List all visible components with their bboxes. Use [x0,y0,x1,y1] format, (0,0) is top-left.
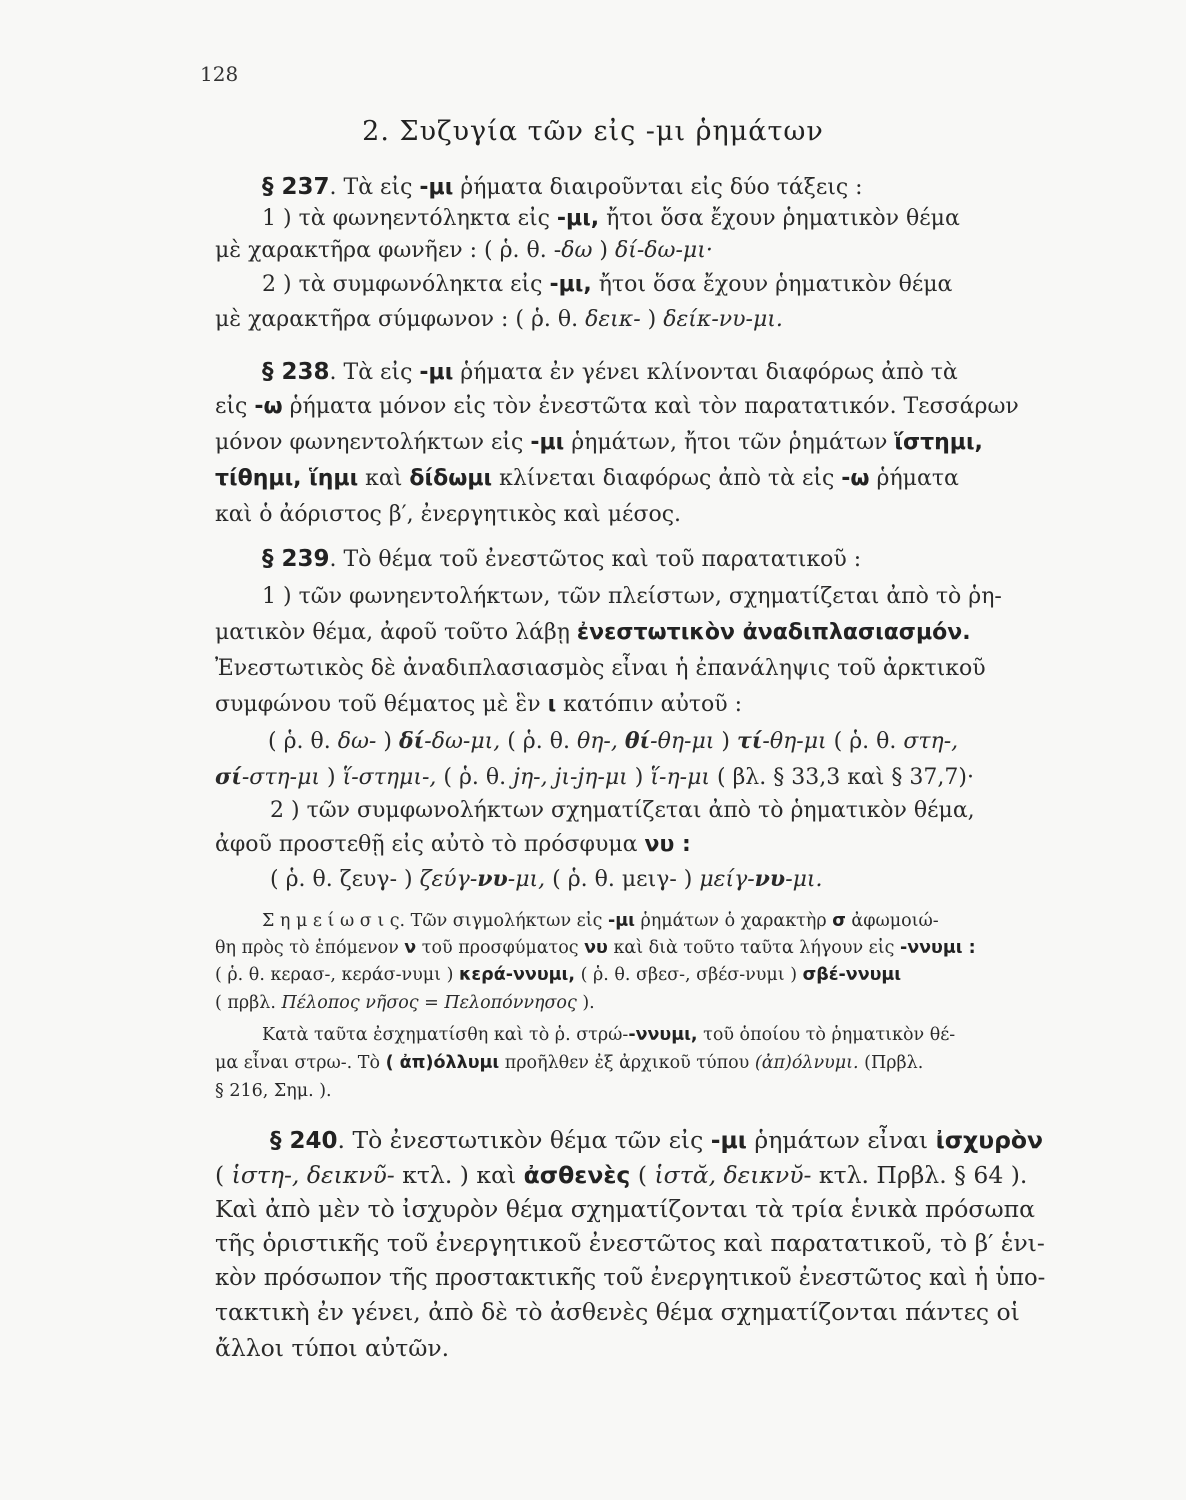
text-run: κτλ. Πρβλ. § 64 ). [811,1161,1028,1189]
text-run: ἀφοῦ προστεθῇ εἰς αὐτὸ τὸ πρόσφυμα [215,832,645,857]
text-run: ἀφωμοιώ- [845,911,939,931]
text-line-l6 [262,357,958,388]
text-run: (ἀπ)όλνυμι. [754,1053,859,1073]
text-run: ( ῥ. θ. κερασ-, κεράσ-νυμι ) [215,965,459,985]
text-run: ( ῥ. θ. ζευγ- ) [270,867,420,892]
text-run: ) [376,729,399,754]
text-run: § 238 [262,359,330,385]
text-run: τοῦ ὁποίου τὸ ῥηματικὸν θέ- [697,1025,956,1045]
text-run: καὶ διὰ τοῦτο ταῦτα λήγουν εἰς [607,938,900,958]
text-line-l22 [215,935,976,961]
text-run: -στη-μι [241,765,321,790]
text-line-l19 [215,830,691,860]
text-run: 1 ) τὰ φωνηεντόληκτα εἰς [262,206,557,231]
text-run: ἤτοι ὅσα ἔχουν ῥηματικὸν θέμα [599,206,960,231]
text-run: 1 ) τῶν φωνηεντολήκτων, τῶν πλείστων, σχηματίζεται ἀπὸ τὸ ῥη- [262,584,1002,609]
text-line-l34 [215,1333,449,1363]
text-run: ἵστημι, [894,430,983,455]
text-run: ματικὸν θέμα, ἀφοῦ τοῦτο λάβῃ [215,620,577,645]
text-run: -μι [530,430,565,455]
text-run: -μι. [785,867,823,892]
text-run: . Τὰ εἰς [329,175,420,200]
text-run [618,729,625,754]
text-run: ῥήματα ἐν γένει κλίνονται διαφόρως ἀπὸ τὰ [453,360,958,385]
text-run: ῥήματα μόνον εἰς τὸν ἐνεστῶτα καὶ τὸν παρατατικόν. Τεσσάρων [282,394,1019,419]
text-run: Σ η μ ε ί ω σ ι ς. Τῶν σιγμολήκτων εἰς [262,911,608,931]
text-run: ( ῥ. θ. σβεσ-, σβέσ-νυμι ) [575,965,803,985]
text-run: ἱστᾰ, δεικνῠ- [654,1161,812,1189]
text-run: -μι, [556,206,600,231]
text-run: ) [592,238,615,263]
text-run: § 216, Σημ. ). [215,1081,332,1101]
text-run: ἰσχυρὸν [935,1126,1044,1154]
text-run: § 237 [262,174,330,200]
text-run: δί-δω-μι· [614,238,713,263]
text-run: ( πρβλ. [215,993,282,1013]
text-line-l27 [215,1078,332,1104]
text-run: δεικ- [585,307,641,332]
text-run: νυ : [644,832,691,857]
text-line-l8 [215,428,983,458]
text-run: δί [398,728,425,754]
text-run: θη πρὸς τὸ ἑπόμενον [215,938,405,958]
text-line-l4 [262,270,952,300]
text-run: μα εἶναι στρω-. Τὸ [215,1053,386,1073]
text-run: κτλ. ) καὶ [394,1161,524,1189]
text-run: ῥήματα διαιροῦνται εἰς δύο τάξεις : [453,175,863,200]
text-line-l12 [262,582,1002,612]
text-run: Πέλοπος νῆσος = Πελοπόννησος [281,993,577,1013]
text-run: κὸν πρόσωπον τῆς προστακτικῆς τοῦ ἐνεργητικοῦ ἐνεστῶτος καὶ ἡ ὑπο- [215,1263,1046,1291]
text-line-l24 [215,990,595,1016]
text-run: -μι, [549,272,592,297]
text-run: ἵ-η-μι [650,765,710,790]
text-run: Κατὰ ταῦτα ἐσχηματίσθη καὶ τὸ ῥ. στρώ- [262,1025,629,1045]
text-run: ῥημάτων εἶναι [746,1126,936,1154]
text-line-l23 [215,962,901,988]
text-run: τακτικὴ ἐν γένει, ἀπὸ δὲ τὸ ἀσθενὲς θέμα σχηματίζονται πάντες οἱ [215,1298,1020,1326]
text-run: τῆς ὁριστικῆς τοῦ ἐνεργητικοῦ ἐνεστῶτος καὶ παρατατικοῦ, τὸ β′ ἑνι- [215,1229,1045,1257]
text-run: κατόπιν αὐτοῦ : [556,692,743,717]
text-run: ) [627,765,651,790]
text-line-l18 [270,796,975,826]
text-run: σί [215,764,242,790]
text-run: δείκ-νυ-μι. [663,307,783,332]
text-run: δω [561,238,593,263]
text-run: 2 ) τὰ συμφωνόληκτα εἰς [262,272,550,297]
text-line-l5 [215,305,783,335]
text-run: -ω [254,394,283,419]
text-run: . Τὸ θέμα τοῦ ἐνεστῶτος καὶ τοῦ παρατατικοῦ : [329,547,862,572]
text-line-l10 [215,500,681,530]
text-run: συμφώνου τοῦ θέματος μὲ ἓν [215,692,548,717]
text-run: ῥημάτων ὁ χαρακτὴρ [634,911,833,931]
text-run: § 239 [262,546,330,572]
text-run: μὲ χαρακτῆρα σύμφωνον : ( ῥ. θ. [215,307,586,332]
text-line-l1 [262,172,863,203]
text-line-l9 [215,464,959,494]
text-line-l11 [262,544,861,575]
text-run: ) [320,765,343,790]
text-run: νυ [754,866,786,892]
text-run: ι [547,692,557,717]
text-run: -ννυμι : [899,938,976,958]
text-run: στη-, [903,729,959,754]
text-run: ( βλ. § 33,3 καὶ § 37,7)· [710,765,974,790]
text-run: . Τὸ ἐνεστωτικὸν θέμα τῶν εἰς [337,1126,711,1154]
text-run: προῆλθεν ἐξ ἀρχικοῦ τύπου [499,1053,755,1073]
text-run: jη-, jι-jη-μι [513,765,628,790]
text-run: νυ [584,938,608,958]
text-run: -μι [607,911,635,931]
text-line-l29 [215,1160,1027,1190]
chapter-title: 2. Συζυγία τῶν εἰς -μι ῥημάτων [362,116,824,147]
text-line-l30 [215,1194,1035,1224]
text-run: ζεύγ- [419,867,478,892]
text-run: ἀσθενὲς [523,1161,631,1189]
text-run: τί [736,728,763,754]
text-run: ) [640,307,664,332]
text-run: -θη-μι [762,729,827,754]
text-line-l2 [262,204,960,234]
text-run: δω- [337,729,377,754]
text-run: τοῦ προσφύματος [416,938,585,958]
page-number: 128 [200,62,239,86]
text-run: Καὶ ἀπὸ μὲν τὸ ἰσχυρὸν θέμα σχηματίζονται τὰ τρία ἑνικὰ πρόσωπα [215,1195,1035,1223]
text-run: ( ῥ. θ. [268,729,338,754]
text-line-l21 [262,908,939,934]
text-run: . Τὰ εἰς [329,360,420,385]
text-line-l28 [270,1125,1043,1156]
text-run: μόνον φωνηεντολήκτων εἰς [215,430,531,455]
text-run: -μι, [507,867,546,892]
text-run: σβέ-ννυμι [802,965,902,985]
text-run: -μι [419,360,454,385]
text-run: ἤτοι ὅσα ἔχουν ῥηματικὸν θέμα [591,272,953,297]
text-run: κλίνεται διαφόρως ἀπὸ τὰ εἰς [492,466,842,491]
text-run: -ω [841,466,870,491]
text-run: -μι [710,1126,747,1154]
text-run: ἐνεστωτικὸν ἀναδιπλασιασμόν. [576,620,971,645]
text-run: σ [832,911,846,931]
text-run: νυ [477,866,508,892]
text-line-l32 [215,1262,1045,1292]
text-line-l15 [215,690,742,720]
text-line-l33 [215,1297,1020,1327]
text-run: καὶ [358,466,410,491]
text-run: ν [404,938,417,958]
text-run: ( ῥ. θ. μειγ- ) [545,867,700,892]
text-run: μείγ- [699,867,755,892]
text-run: -θη-μι [650,729,715,754]
text-line-l17 [215,762,974,793]
text-run: ἄλλοι τύποι αὐτῶν. [215,1334,450,1362]
text-run: εἰς [215,394,255,419]
text-run: ). [576,993,595,1013]
text-run: καὶ ὁ ἀόριστος β′, ἐνεργητικὸς καὶ μέσος. [215,502,682,527]
text-run: 2 ) τῶν συμφωνολήκτων σχηματίζεται ἀπὸ τὸ ῥηματικὸν θέμα, [270,798,975,823]
text-run: (Πρβλ. [858,1053,924,1073]
text-run: κερά-ννυμι, [459,965,575,985]
text-run: ( ῥ. θ. [436,765,514,790]
text-line-l13 [215,618,971,648]
text-line-l31 [215,1228,1045,1258]
text-line-l25 [262,1022,955,1048]
text-line-l14 [215,654,986,684]
text-run: -ννυμι, [628,1025,698,1045]
text-line-l20 [270,864,823,895]
text-run: ) [714,729,737,754]
text-run: ἱστη-, δεικνῦ- [231,1161,395,1189]
text-line-l16 [268,726,958,757]
text-line-l26 [215,1050,923,1076]
text-run: ( [630,1161,655,1189]
text-line-l7 [215,392,1019,422]
text-run: ῥήματα [869,466,959,491]
text-run: θη-, [576,729,618,754]
text-run: δίδωμι [409,466,493,491]
text-run: μὲ χαρακτῆρα φωνῆεν : ( ῥ. θ. - [215,238,562,263]
text-run: τίθημι, ἵημι [215,466,359,491]
text-run: § 240 [270,1128,338,1154]
text-run: -δω-μι, [424,729,501,754]
text-line-l3 [215,236,713,266]
text-run: ἵ-στημι-, [342,765,437,790]
text-run: ( ῥ. θ. [500,729,577,754]
text-run: Ἐνεστωτικὸς δὲ ἀναδιπλασιασμὸς εἶναι ἡ ἐπανάληψις τοῦ ἀρκτικοῦ [215,656,986,681]
text-run: -μι [419,175,454,200]
text-run: ( [215,1161,232,1189]
text-run: ( ῥ. θ. [826,729,904,754]
text-run: ῥημάτων, ἤτοι τῶν ῥημάτων [564,430,895,455]
text-run: θί [624,728,651,754]
text-run: ( ἀπ)όλλυμι [385,1053,500,1073]
